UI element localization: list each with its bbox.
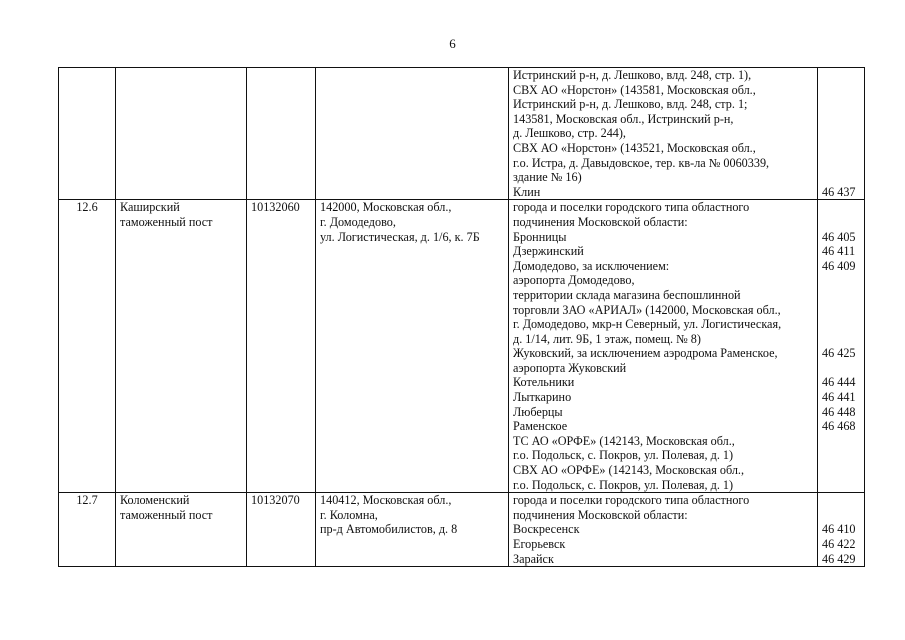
cell-line: СВХ АО «Норстон» (143521, Московская обл., bbox=[513, 140, 756, 155]
cell-line: г.о. Подольск, с. Покров, ул. Полевая, д. 1) bbox=[513, 477, 734, 492]
okato-spacer bbox=[822, 126, 860, 141]
cell-address bbox=[316, 200, 509, 493]
cell-line: СВХ АО «ОРФЕ» (142143, Московская обл., bbox=[513, 463, 745, 478]
okato-spacer bbox=[822, 273, 860, 288]
cell-line: ул. Логистическая, д. 1/6, к. 7Б bbox=[320, 229, 480, 244]
cell-line: 143581, Московская обл., Истринский р-н, bbox=[513, 111, 734, 126]
okato-spacer bbox=[822, 508, 860, 523]
table-row bbox=[59, 68, 865, 200]
okato-spacer bbox=[822, 170, 860, 185]
cell-line: Бронницы bbox=[513, 229, 567, 244]
okato-code: 46 448 bbox=[822, 404, 856, 419]
okato-spacer bbox=[822, 478, 860, 493]
cell-line: Люберцы bbox=[513, 404, 563, 419]
okato-spacer bbox=[822, 448, 860, 463]
cell-line: Раменское bbox=[513, 419, 568, 434]
cell-post-name bbox=[116, 493, 247, 567]
cell-line: таможенный пост bbox=[120, 507, 213, 522]
cell-line: подчинения Московской области: bbox=[513, 507, 688, 522]
cell-line: Коломенский bbox=[120, 493, 190, 508]
cell-number: 12.6 bbox=[59, 200, 116, 493]
cell-line: 142000, Московская обл., bbox=[320, 200, 452, 215]
cell-line: города и поселки городского типа областного bbox=[513, 200, 750, 215]
cell-line: города и поселки городского типа областного bbox=[513, 493, 750, 508]
table-row bbox=[59, 200, 865, 493]
cell-post-code: 10132060 bbox=[247, 200, 316, 493]
cell-line: торговли ЗАО «АРИАЛ» (142000, Московская обл., bbox=[513, 302, 781, 317]
cell-line: д. 1/14, лит. 9Б, 1 этаж, помещ. № 8) bbox=[513, 331, 701, 346]
cell-post-name bbox=[116, 200, 247, 493]
cell-line: территории склада магазина беспошлинной bbox=[513, 287, 741, 302]
okato-spacer bbox=[822, 141, 860, 156]
cell-address bbox=[316, 68, 509, 200]
okato-spacer bbox=[822, 215, 860, 230]
okato-spacer bbox=[822, 317, 860, 332]
okato-code: 46 429 bbox=[822, 551, 856, 566]
okato-spacer bbox=[822, 332, 860, 347]
cell-line: Дзержинский bbox=[513, 244, 584, 259]
cell-line: 140412, Московская обл., bbox=[320, 493, 452, 508]
cell-line: пр-д Автомобилистов, д. 8 bbox=[320, 522, 458, 537]
okato-code: 46 425 bbox=[822, 346, 856, 361]
cell-line: таможенный пост bbox=[120, 214, 213, 229]
okato-spacer bbox=[822, 288, 860, 303]
cell-okato bbox=[818, 493, 865, 567]
okato-spacer bbox=[822, 97, 860, 112]
okato-code: 46 405 bbox=[822, 229, 856, 244]
cell-line: Домодедово, за исключением: bbox=[513, 258, 670, 273]
cell-line: СВХ АО «Норстон» (143581, Московская обл., bbox=[513, 82, 756, 97]
cell-post-name bbox=[116, 68, 247, 200]
cell-line: подчинения Московской области: bbox=[513, 214, 688, 229]
cell-line: г. Домодедово, bbox=[320, 214, 396, 229]
cell-number bbox=[59, 68, 116, 200]
okato-code: 46 441 bbox=[822, 390, 856, 405]
cell-okato bbox=[818, 200, 865, 493]
cell-line: Лыткарино bbox=[513, 390, 572, 405]
okato-spacer bbox=[822, 303, 860, 318]
cell-line: Клин bbox=[513, 184, 541, 199]
cell-line: Зарайск bbox=[513, 551, 554, 566]
cell-line: Истринский р-н, д. Лешково, влд. 248, стр. 1), bbox=[513, 68, 752, 82]
okato-spacer bbox=[822, 156, 860, 171]
cell-line: здание № 16) bbox=[513, 170, 582, 185]
okato-code: 46 422 bbox=[822, 537, 856, 551]
table-row bbox=[59, 493, 865, 567]
cell-line: Каширский bbox=[120, 200, 180, 215]
cell-post-code bbox=[247, 68, 316, 200]
cell-line: г.о. Подольск, с. Покров, ул. Полевая, д. 1) bbox=[513, 448, 734, 463]
okato-code: 46 409 bbox=[822, 258, 856, 273]
okato-spacer bbox=[822, 434, 860, 449]
cell-okato bbox=[818, 68, 865, 200]
cell-line: аэропорта Жуковский bbox=[513, 360, 627, 375]
cell-line: Егорьевск bbox=[513, 537, 566, 551]
cell-number: 12.7 bbox=[59, 493, 116, 567]
cell-line: Котельники bbox=[513, 375, 575, 390]
cell-territory bbox=[509, 68, 818, 200]
okato-code: 46 410 bbox=[822, 522, 856, 537]
okato-spacer bbox=[822, 112, 860, 127]
customs-posts-table bbox=[58, 67, 865, 567]
okato-code bbox=[822, 68, 860, 83]
page-number: 6 bbox=[449, 36, 456, 51]
okato-spacer bbox=[822, 361, 860, 376]
okato-code: 46 444 bbox=[822, 375, 856, 390]
cell-line: аэропорта Домодедово, bbox=[513, 273, 635, 288]
cell-address bbox=[316, 493, 509, 567]
okato-spacer bbox=[822, 463, 860, 478]
cell-line: г.о. Истра, д. Давыдовское, тер. кв-ла № 0060339, bbox=[513, 155, 770, 170]
okato-code bbox=[822, 200, 860, 215]
table-body bbox=[59, 68, 865, 567]
okato-code: 46 411 bbox=[822, 244, 856, 259]
cell-line: Жуковский, за исключением аэродрома Раменское, bbox=[513, 346, 778, 361]
cell-territory bbox=[509, 200, 818, 493]
cell-line: г. Коломна, bbox=[320, 507, 378, 522]
cell-line: ТС АО «ОРФЕ» (142143, Московская обл., bbox=[513, 433, 735, 448]
cell-line: Воскресенск bbox=[513, 522, 580, 537]
okato-code: 46 468 bbox=[822, 419, 856, 434]
okato-code: 46 437 bbox=[822, 184, 856, 199]
cell-line: д. Лешково, стр. 244), bbox=[513, 126, 626, 141]
cell-line: Истринский р-н, д. Лешково, влд. 248, стр. 1; bbox=[513, 97, 748, 112]
cell-line: г. Домодедово, мкр-н Северный, ул. Логистическая, bbox=[513, 317, 782, 332]
cell-territory bbox=[509, 493, 818, 567]
cell-post-code: 10132070 bbox=[247, 493, 316, 567]
okato-spacer bbox=[822, 83, 860, 98]
okato-code bbox=[822, 493, 860, 508]
